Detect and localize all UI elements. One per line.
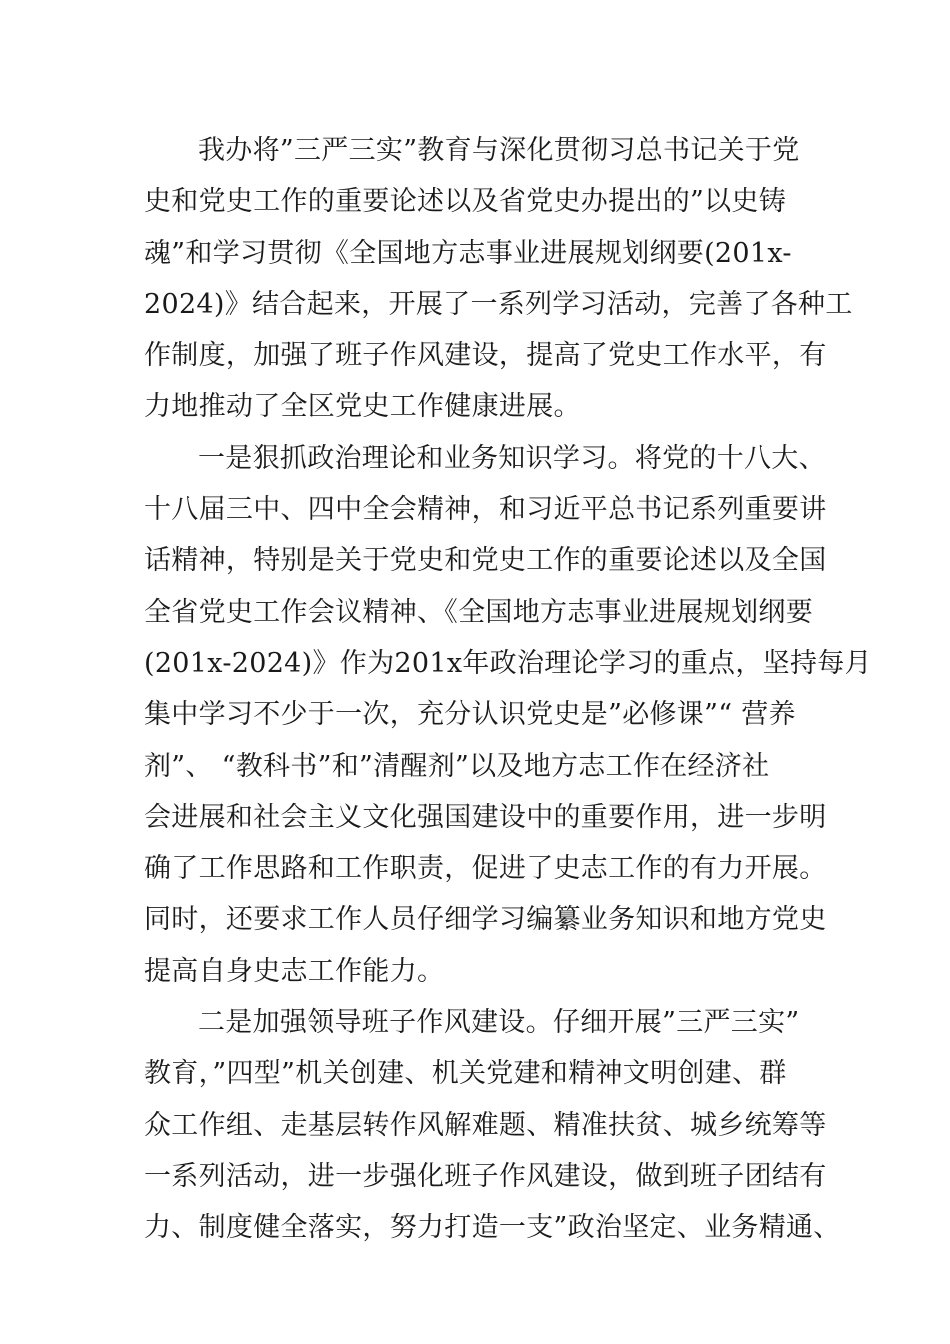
text-line: 同时，还要求工作人员仔细学习编纂业务知识和地方党史 bbox=[144, 904, 827, 936]
text-line: 2024)》结合起来，开展了一系列学习活动，完善了各种工 bbox=[144, 288, 853, 320]
text-line: 魂”和学习贯彻《全国地方志事业进展规划纲要(201x- bbox=[144, 237, 792, 269]
text-line: 提高自身史志工作能力。 bbox=[144, 955, 445, 987]
text-line: 作制度，加强了班子作风建设，提高了党史工作水平，有 bbox=[144, 340, 827, 372]
text-line: 二是加强领导班子作风建设。仔细开展”三严三实” bbox=[198, 1007, 800, 1039]
text-line: 众工作组、走基层转作风解难题、精准扶贫、城乡统筹等 bbox=[144, 1109, 827, 1141]
text-line: 话精神，特别是关于党史和党史工作的重要论述以及全国 bbox=[144, 545, 827, 577]
document-body bbox=[144, 125, 872, 1254]
text-line: 一系列活动，进一步强化班子作风建设，做到班子团结有 bbox=[144, 1160, 827, 1192]
text-line: 教育，”四型”机关创建、机关党建和精神文明创建、群 bbox=[144, 1058, 787, 1090]
text-line: 我办将”三严三实”教育与深化贯彻习总书记关于党 bbox=[198, 135, 800, 166]
text-line: 一是狠抓政治理论和业务知识学习。将党的十八大、 bbox=[198, 442, 826, 474]
text-line: 剂”、 “教科书”和”清醒剂”以及地方志工作在经济社 bbox=[144, 750, 770, 782]
text-line: 力、制度健全落实，努力打造一支”政治坚定、业务精通、 bbox=[144, 1212, 841, 1244]
text-line: 力地推动了全区党史工作健康进展。 bbox=[144, 391, 581, 423]
text-line: 十八届三中、四中全会精神，和习近平总书记系列重要讲 bbox=[144, 494, 827, 526]
text-line: 集中学习不少于一次，充分认识党史是”必修课”“ 营养 bbox=[144, 699, 796, 731]
text-line: 确了工作思路和工作职责，促进了史志工作的有力开展。 bbox=[144, 853, 827, 885]
text-line: (201x-2024)》作为201x年政治理论学习的重点，坚持每月 bbox=[144, 647, 872, 679]
text-line: 会进展和社会主义文化强国建设中的重要作用，进一步明 bbox=[144, 801, 827, 833]
text-line: 全省党史工作会议精神、《全国地方志事业进展规划纲要 bbox=[144, 596, 813, 628]
text-line: 史和党史工作的重要论述以及省党史办提出的”以史铸 bbox=[144, 186, 787, 218]
